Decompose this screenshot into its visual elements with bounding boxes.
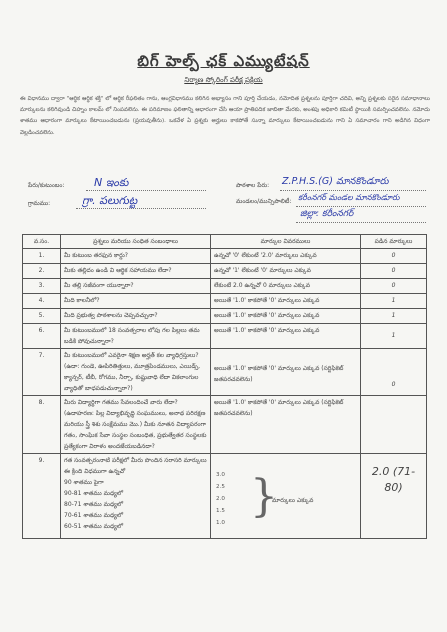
mandal-value[interactable]: కరీంనగర్ మండల మానకొండూరు — [298, 193, 400, 202]
mark-value: 1.5 — [216, 508, 225, 514]
table-header-row — [23, 235, 427, 249]
row-detail: ఉన్నచో '1' లేకుంటే '0' మార్కులు ఎక్కువ — [211, 264, 361, 279]
row-score[interactable]: 1 — [361, 294, 427, 309]
row-question: మీ తల్లి సజీవంగా యున్నారా? — [61, 279, 211, 294]
row-detail-marks — [211, 454, 361, 539]
row-detail: లేకుంటే 2.0 ఉన్నచో 0 మార్కులు ఎక్కువ — [211, 279, 361, 294]
form-title: బిగ్ హెల్ప్ ఛక్ ఎమ్యుటేషన్ — [137, 52, 310, 70]
row-number: 3. — [23, 279, 61, 294]
marks-table — [22, 234, 427, 539]
row-detail: అయితే '1.0' కాకపోతే '0' మార్కులు ఎక్కువ — [211, 309, 361, 324]
name-value[interactable]: N ఇంకు — [94, 176, 129, 189]
row-question: మీ కుటుంబములో 18 సంవత్సరాల లోపు గల పిల్లలు తమ బడికి పోవుచున్నారా? — [61, 324, 211, 349]
row-number: 7. — [23, 349, 61, 396]
row-detail: అయితే '1.0' కాకపోతే '0' మార్కులు ఎక్కువ (సర్టిఫికెట్ జతపరచవలెను) — [211, 349, 361, 396]
name-label: పేరు/కుటుంబం: — [28, 182, 65, 189]
instructions-paragraph: ఈ విధానము ద్వారా "ఆర్థిక ఆర్థిక శక్తి" లో ఆర్థిక రీఫలితం గాను, ఆంగ్లవిధానము కలిగిన అభ్యాసం గాని పూర్తి చేయడం, నమోదిత ప్రశ్నలను పూర్తిగా చదివి, అన్ని ప్రశ్నలకు సరైన సమాధానాలు మార్కులను కలిగివుండి చిహ్నం కాలమ్ లో నింపవలెను. ఈ పరిమాణం ఫలితాన్ని ఆధారంగా చేసి ఆయా ప్రాతిపదిక జాబితా మేరకు, అంశపు అధికారి కమిటీ స్థాయికి సమర్పించవలెను. నమోదు శాతము ఆధారంగా మార్కులు కేటాయించబడును (ప్రయవుతీను). ఒకవేళ ఏ ప్రశ్నకు అర్హులు కాకపోతే సున్నా మార్కులు కేటాయించబడును గాని ఏ సమాచారం గాని అడిగిన విధంగా వెల్లడించవలెను. — [20, 96, 430, 136]
row-number: 5. — [23, 309, 61, 324]
marks-scale — [216, 469, 225, 529]
village-value[interactable]: గ్రా. పలుగుట్ట — [82, 194, 138, 207]
form-subtitle: నిర్మాణ స్కోరింగ్ పరీక్ష ప్రక్రియ — [184, 76, 263, 84]
district-dotted-line — [296, 222, 426, 223]
mark-value: 2.0 — [216, 496, 225, 502]
row-detail: అయితే '1.0' కాకపోతే '0' మార్కులు ఎక్కువ (సర్టిఫికెట్ జతపరచవలెను) — [211, 396, 361, 454]
mandal-dotted-line — [296, 206, 426, 207]
mark-value: 1.0 — [216, 520, 225, 526]
row-score[interactable]: 1 — [361, 309, 427, 324]
school-label: పాఠశాల పేరు: — [236, 182, 270, 189]
table-row — [23, 454, 427, 539]
row-score[interactable]: 2.0 (71-80) — [361, 454, 427, 539]
school-dotted-line — [280, 190, 426, 191]
row-number: 6. — [23, 324, 61, 349]
table-row — [23, 264, 427, 279]
row-score[interactable]: 1 — [361, 324, 427, 349]
row-question: గత సంవత్సరంనాటి పరీక్షలో మీరు పొందిన సరాసరి మార్కులు ఈ క్రింది విధముగా ఉన్నచో 90 శాతము పైగా 90-81 శాతము మధ్యలో 80-71 శాతము మధ్యలో 70-61 శాతము మధ్యలో 60-51 శాతము మధ్యలో — [61, 454, 211, 539]
row-score[interactable]: 0 — [361, 264, 427, 279]
row-detail: ఉన్నచో '0' లేకుంటే '2.0' మార్కులు ఎక్కువ — [211, 249, 361, 264]
row-detail: అయితే '1.0' కాకపోతే '0' మార్కులు ఎక్కువ — [211, 294, 361, 309]
row-score[interactable]: 0 — [361, 249, 427, 264]
district-value[interactable]: జిల్లా: కరీంనగర్ — [300, 209, 354, 219]
row-score[interactable]: 0 — [361, 279, 427, 294]
curly-brace-icon: } — [250, 471, 278, 522]
row-score[interactable] — [361, 396, 427, 454]
table-row — [23, 349, 427, 396]
row-number: 1. — [23, 249, 61, 264]
table-row — [23, 279, 427, 294]
row-question: మీ కుటుంబములో ఎవరైనా శిక్షణ అర్హత్ కల వ్యాధిగ్రస్తులు? (ఉదా: గుండె, ఊపిరితిత్తులు, మూత్రపిండములు, ఎయిడ్స్, క్యాన్సర్, టీబీ, రోగము, నీర్సా, కుష్టువాధి లేదా వికలాంగుల వ్యాధితో బాధపడుచున్నారా?) — [61, 349, 211, 396]
row-question: మీది ప్రభుత్వ పాఠశాలను చెప్పవచ్చునా? — [61, 309, 211, 324]
table-row — [23, 324, 427, 349]
header-question: ప్రశ్నలు మరియు సంధిత సంబంధాలు — [61, 235, 211, 249]
row-question: మీ కుటుంబ తరఫున కార్డు? — [61, 249, 211, 264]
row-question: మీకు తల్లిదం ఉండి వి ఆర్థిక సహాయము లేదా? — [61, 264, 211, 279]
row-number: 4. — [23, 294, 61, 309]
village-label: గ్రామము: — [28, 200, 51, 207]
mandal-label: మండలం/మున్సిపాలిటీ: — [236, 198, 292, 205]
row-number: 9. — [23, 454, 61, 539]
table-row — [23, 249, 427, 264]
header-score: పడిన మార్కులు — [361, 235, 427, 249]
row-detail: అయితే '1.0' కాకపోతే '0' మార్కులు ఎక్కువ — [211, 324, 361, 349]
row-score[interactable]: 0 — [361, 349, 427, 396]
row-question: మీరు విద్యార్థిగా గతము సేవలందించే వారు లేదా? (ఉదాహరణ: పిల్ల విద్యాభివృద్ధి సంఘములు, అనాథ పరిరక్షణ మరియు స్త్రీ శిశు సంక్షేమము మొ.) మీకు నూతన విద్యాపరంగా గతం, సాంఘిక సేవా సంస్థల సంబంధిత, ప్రభుత్వేతర సంస్థలకు ప్రత్యేకంగా విరాళం అందజేయబడినదా? — [61, 396, 211, 454]
table-row — [23, 309, 427, 324]
header-serial: వ.సం. — [23, 235, 61, 249]
header-details: మార్కుల వివరములు — [211, 235, 361, 249]
table-row — [23, 294, 427, 309]
school-value[interactable]: Z.P.H.S.(G) మానకొండూరు — [282, 176, 389, 187]
table-row — [23, 396, 427, 454]
row-question: మీది కాలనీలో? — [61, 294, 211, 309]
mark-value: 3.0 — [216, 472, 225, 478]
mark-value: 2.5 — [216, 484, 225, 490]
row-detail: మార్కులు ఎక్కువ — [272, 497, 314, 504]
row-number: 8. — [23, 396, 61, 454]
row-number: 2. — [23, 264, 61, 279]
